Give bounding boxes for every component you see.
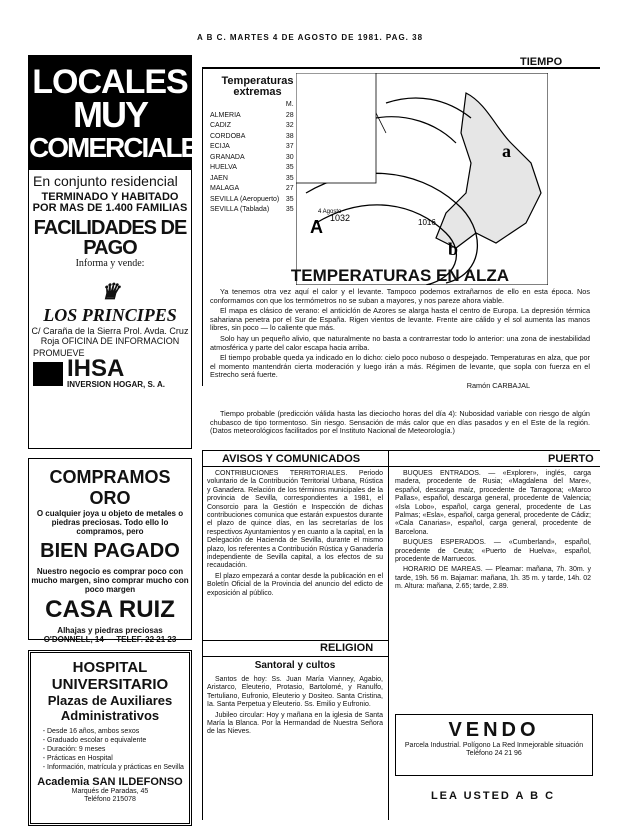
column-divider [202,68,203,386]
article-paragraph: Solo hay un pequeño alivio, que naturalmente no basta a contrarrestar todo lo anterior: una zona de inestabilidad atmosférica y parte del calor escapa hacia arriba. [210,333,590,352]
list-item: - Prácticas en Hospital [47,754,189,763]
temps-max: 37 [285,143,294,150]
ad-locales-comerciales [28,55,214,449]
ad-hospital-phone: Teléfono 215078 [84,796,136,803]
map-low-b: b [448,239,459,259]
section-rule [202,466,600,467]
section-rule [202,67,600,69]
column-divider [388,450,389,820]
temps-row [210,111,305,122]
temps-city: HUELVA [210,164,237,171]
ad-locales-line1: LOCALES [32,63,188,101]
puerto-paragraph: BUQUES ESPERADOS. — «Cumberland», español, procedente de Ceuta; «Puerto de Huelva», español, procedente de Marruecos. [395,539,591,564]
article-paragraph: El tiempo probable queda ya indicado en lo dicho: cielo poco nuboso o despejado. Temperaturas en alza, que por el momento mantendrán cierta moderación y luego irán a más. Régimen de levante, que sopla con fuerza en el Estrecho será fuerte. [210,353,590,380]
ad-oro-text3: Alhajas y piedras preciosas [57,626,163,635]
ad-hospital-list [47,727,189,772]
avisos-paragraph: El plazo empezará a contar desde la publicación en el Boletín Oficial de la Provincia del anuncio del edicto de exposición al público. [207,572,383,597]
footer-lea-abc: LEA USTED A B C [430,790,556,802]
crown-icon: ♛ [100,279,120,304]
list-item: - Graduado escolar o equivalente [47,736,189,745]
temps-city: SEVILLA (Aeropuerto) [210,195,280,203]
religion-title: Santoral y cultos [254,660,336,671]
temps-max: 35 [285,195,294,203]
religion-paragraph: Jubileo circular: Hoy y mañana en la iglesia de Santa María la Blanca. Por la Hermandad de Nuestra Señora de las Nieves. [207,711,383,736]
ad-locales-sub: En conjunto residencial [33,173,178,189]
ad-hospital [28,650,192,826]
temps-city: CORDOBA [210,132,246,140]
temps-row [210,132,305,143]
ad-vendo [395,714,593,776]
ad-oro-bien-pagado: BIEN PAGADO [40,540,180,562]
vendo-text: Parcela Industrial. Polígono La Red Inmejorable situación [404,742,584,749]
puerto-label: PUERTO [548,453,594,465]
ad-hospital-academia: Academia SAN ILDEFONSO [37,776,183,788]
section-rule [202,640,388,641]
temps-city: ECIJA [210,143,230,150]
ad-locales-crest-text: LOS PRINCIPES [43,305,177,325]
temps-city: SEVILLA (Tablada) [210,206,270,213]
ad-hospital-address: Marqués de Paradas, 45 [71,788,149,795]
temps-row [210,174,305,185]
map-high-label: A [310,217,323,237]
column-divider [202,450,203,820]
ihsa-brand: IHSA [67,355,125,382]
temps-max: 27 [285,185,294,192]
ad-locales-banner [29,56,214,170]
ad-locales-address: C/ Caraña de la Sierra Prol. Avda. Cruz Roja OFICINA DE INFORMACION [31,326,189,346]
ad-compramos-oro [28,458,192,644]
map-isobar-value: 1016 [418,218,436,227]
puerto-paragraph: HORARIO DE MAREAS. — Pleamar: mañana, 7h. 30m. y tarde, 19h. 56 m. Bajamar: mañana, 1h. 35 m. y tarde, 14h. 02 m. Altura: mañana, 2.65; tarde, 2.89. [395,566,591,591]
ad-locales-line5: FACILIDADES DE PAGO [33,217,187,259]
article-paragraph: El mapa es clásico de verano: el anticiclón de Azores se alarga hasta el centro de Europa. La depresión térmica sahariana penetra por el Sur de España. Rigen vientos de levante. Frente aire cálido y el sol aumenta las manos libres, sin poco — lo caliente que más. [210,306,590,333]
house-logo-icon [33,362,63,386]
ad-oro-text1: O cualquier joya u objeto de metales o piedras preciosas. Todo ello lo compramos, pero [36,509,184,536]
temps-grid [210,100,305,216]
map-date: 4 Agosto [318,209,342,215]
article-signature: Ramón CARBAJAL [466,380,530,390]
temps-row [210,142,305,153]
ad-locales-line2: MUY [73,94,147,135]
temps-max: 35 [285,206,294,213]
temps-max: 35 [285,164,294,171]
temps-col-max: M. [285,101,294,108]
temps-row [210,163,305,174]
ad-oro-address: O'DONNELL, 14 — TELEF. 22 21 23 [43,635,177,644]
temps-max: 38 [285,132,294,140]
temps-max: 32 [285,122,294,129]
temps-row [210,153,305,164]
ad-locales-line3: COMERCIALES [29,132,214,163]
ad-hospital-plazas: Plazas de Auxiliares Administrativos [47,693,173,723]
temps-city: CADIZ [210,122,231,129]
temps-row [210,184,305,195]
article-headline: TEMPERATURAS EN ALZA [290,266,510,285]
section-tiempo-label: TIEMPO [520,56,563,68]
weather-map [296,73,548,285]
vendo-phone: Teléfono 24 21 96 [466,750,522,757]
map-high-value: 1032 [330,213,351,223]
section-rule [202,656,388,657]
ad-hospital-title: HOSPITAL UNIVERSITARIO [51,659,169,693]
temps-city: JAEN [210,174,228,182]
list-item: - Desde 16 años, ambos sexos [47,727,189,736]
ad-locales-line6: Informa y vende: [75,258,145,269]
page-header: A B C. MARTES 4 DE AGOSTO DE 1981. PAG. 38 [196,33,424,42]
forecast [210,410,590,436]
religion-paragraph: Santos de hoy: Ss. Juan María Vianney, Agabio, Aristarco, Eleuterio, Protasio, Bartolomé, y Ranulfo, Tertuliano, Eufronio, Eleuterio y Dositeo. Santa Cristina, Ia. Santa Perpetua y Eleuterio. Ss. Emilio y Eufronio. [207,676,383,709]
avisos-paragraph: CONTRIBUCIONES TERRITORIALES. Periodo voluntario de la Contribución Territorial Urbana, Rústica y Ganadera. Relación de los términos municipales de la provincia de Sevilla, correspondientes a 1981, el Consorcio para la Gestión e Inspección de dichas contribuciones comunica que estarán expuestos durante el plazo de quince días, en las secretarías de los respectivos Ayuntamientos y en cuanto a la capital, en la Delegación de Hacienda de Sevilla, durante el mismo plazo, los referentes a Contribución Rústica y Ganadería independiente de Sevilla capital, a los efectos de su recaudación. [207,470,383,570]
list-item: - Información, matrícula y prácticas en Sevilla [47,763,189,772]
religion-label: RELIGION [320,642,374,654]
avisos-body [207,470,383,600]
temps-row [210,121,305,132]
temps-max: 30 [285,153,294,161]
forecast-text: Tiempo probable (predicción válida hasta las dieciocho horas del día 4): Nubosidad variable con riesgo de algún chubasco de tipo tormentoso. Sin riesgo. Sensación de más calor que en días pasados y en el Este de la región. (Datos meteorológicos facilitados por el Instituto Nacional de Meteorología.) [210,409,590,436]
temps-max: 28 [285,111,294,119]
temps-city: GRANADA [210,153,245,161]
vendo-title: VENDO [448,719,540,741]
map-low-a: a [502,141,511,161]
temps-city: MALAGA [210,185,240,192]
temps-row [210,205,305,216]
section-rule [202,450,600,451]
article-paragraph: Ya tenemos otra vez aquí el calor y el levante. Tampoco podemos extrañarnos de ello en esta época. Nos conformamos con que los termómetros no se suban a mayores, y nos pareze ahora viable. [210,287,590,305]
ad-oro-title: COMPRAMOS ORO [49,467,171,508]
article-body [210,288,590,391]
ihsa-brand-sub: INVERSION HOGAR, S. A. [67,380,165,389]
list-item: - Duración: 9 meses [47,745,189,754]
religion-body [207,676,383,739]
temperature-table [210,76,305,216]
ad-oro-text2: Nuestro negocio es comprar poco con mucho margen, sino comprar mucho con poco margen [31,567,189,594]
ihsa-logo [29,355,191,389]
temps-max: 35 [285,174,294,182]
ad-oro-casa-ruiz: CASA RUIZ [45,596,175,623]
puerto-paragraph: BUQUES ENTRADOS. — «Explorer», inglés, carga madera, procedente de Rusia; «Magdalena del Mare», español, descarga maíz, procedente de Tarragona; «Marco Pallas», español, descarga general, procedente de Valencia; «Isla Lobo», español, carga general, procedente de Las Palmas; «Esla», español, carga general, procedente de Cádiz; «Cala Canarias», español, carga general, procedente de Barcelona. [395,470,591,536]
ad-locales-line4: TERMINADO Y HABITADO POR MAS DE 1.400 FAMILIAS [32,191,188,214]
temps-row [210,195,305,206]
avisos-title: AVISOS Y COMUNICADOS [222,453,361,465]
temps-title: Temperaturas extremas [221,75,294,98]
ad-locales-promueve: PROMUEVE [33,348,85,358]
temps-city: ALMERIA [210,111,241,119]
puerto-body [395,470,591,594]
